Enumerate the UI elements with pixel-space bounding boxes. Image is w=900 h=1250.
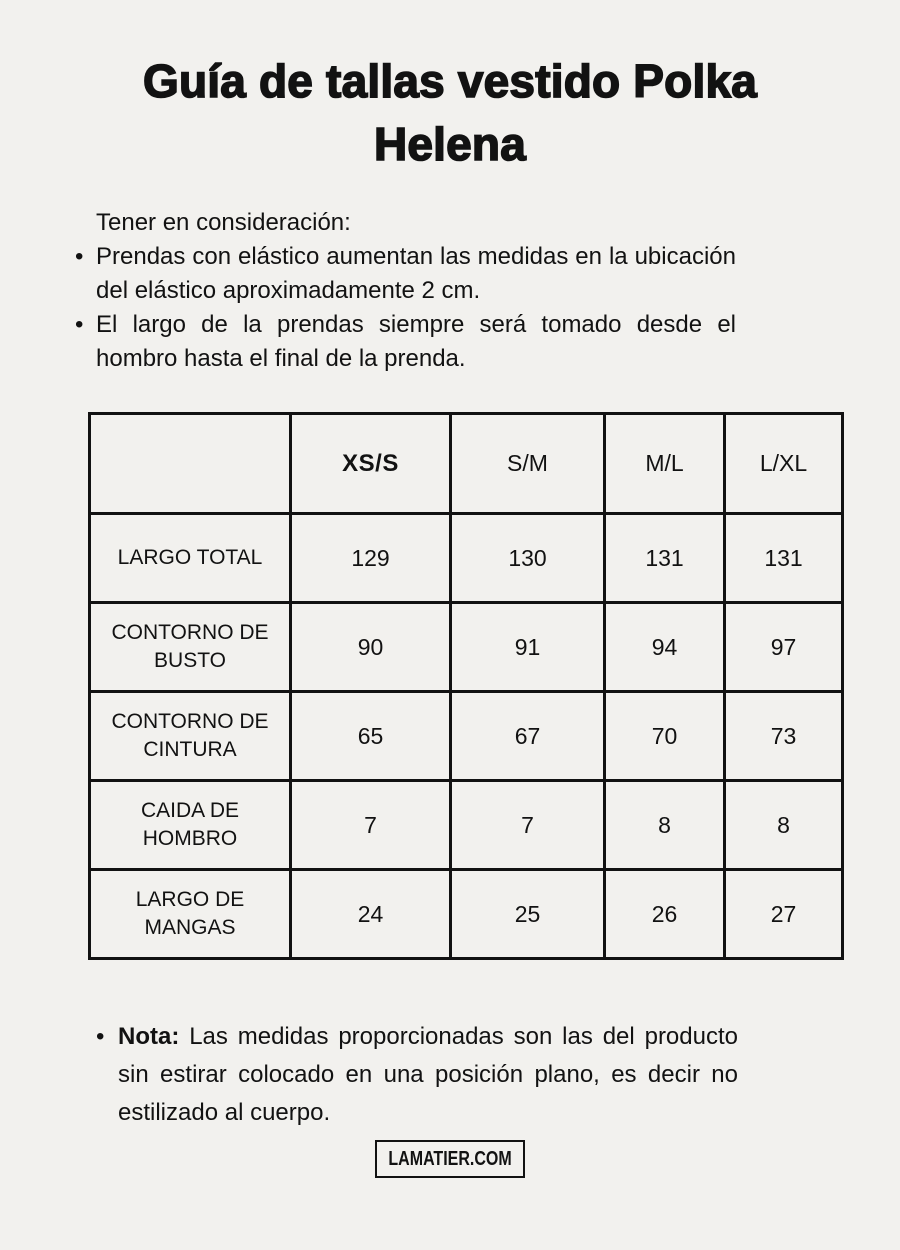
note-item xyxy=(118,1018,738,1132)
table-row-largo-total xyxy=(90,514,843,603)
size-value: 24 xyxy=(291,870,451,959)
size-value: 7 xyxy=(291,781,451,870)
size-value: 129 xyxy=(291,514,451,603)
page-title: Guía de tallas vestido Polka Helena xyxy=(142,55,758,170)
size-value: 8 xyxy=(725,781,843,870)
consideration-item xyxy=(96,308,736,376)
column-header-s-m: S/M xyxy=(451,414,605,514)
row-label: LARGO TOTAL xyxy=(90,514,291,603)
considerations-section xyxy=(96,206,736,376)
consideration-text: Prendas con elástico aumentan las medidas en la ubicación del elástico aproximadamente 2 cm. xyxy=(96,243,736,304)
column-header-l-xl: L/XL xyxy=(725,414,843,514)
table-row-contorno-cintura xyxy=(90,692,843,781)
table-row-contorno-busto xyxy=(90,603,843,692)
row-label: CAIDA DE HOMBRO xyxy=(90,781,291,870)
row-label: CONTORNO DE CINTURA xyxy=(90,692,291,781)
size-value: 130 xyxy=(451,514,605,603)
size-value: 65 xyxy=(291,692,451,781)
consideration-text: El largo de la prendas siempre será tomado desde el hombro hasta el final de la prenda. xyxy=(96,311,736,372)
size-guide-page xyxy=(0,50,900,1178)
brand-box xyxy=(375,1140,525,1178)
column-header-m-l: M/L xyxy=(605,414,725,514)
size-table xyxy=(88,412,844,960)
footer xyxy=(0,1140,900,1178)
note-list xyxy=(118,1018,738,1132)
row-label: CONTORNO DE BUSTO xyxy=(90,603,291,692)
size-value: 26 xyxy=(605,870,725,959)
note-text: Las medidas proporcionadas son las del producto sin estirar colocado en una posición plano, es decir no estilizado al cuerpo. xyxy=(118,1023,738,1126)
size-value: 73 xyxy=(725,692,843,781)
brand-text: LAMATIER.COM xyxy=(388,1147,512,1170)
size-table-header-row xyxy=(90,414,843,514)
size-value: 94 xyxy=(605,603,725,692)
size-value: 131 xyxy=(605,514,725,603)
note-label: Nota: xyxy=(118,1023,180,1050)
size-value: 67 xyxy=(451,692,605,781)
corner-cell xyxy=(90,414,291,514)
size-value: 131 xyxy=(725,514,843,603)
note-section xyxy=(118,1018,738,1132)
table-row-caida-hombro xyxy=(90,781,843,870)
size-value: 97 xyxy=(725,603,843,692)
size-value: 8 xyxy=(605,781,725,870)
column-header-xs-s: XS/S xyxy=(291,414,451,514)
size-value: 90 xyxy=(291,603,451,692)
row-label: LARGO DE MANGAS xyxy=(90,870,291,959)
size-value: 27 xyxy=(725,870,843,959)
size-value: 91 xyxy=(451,603,605,692)
table-row-largo-mangas xyxy=(90,870,843,959)
size-value: 25 xyxy=(451,870,605,959)
size-value: 7 xyxy=(451,781,605,870)
considerations-heading: Tener en consideración: xyxy=(96,209,351,236)
consideration-item xyxy=(96,240,736,308)
size-value: 70 xyxy=(605,692,725,781)
considerations-list xyxy=(96,240,736,376)
